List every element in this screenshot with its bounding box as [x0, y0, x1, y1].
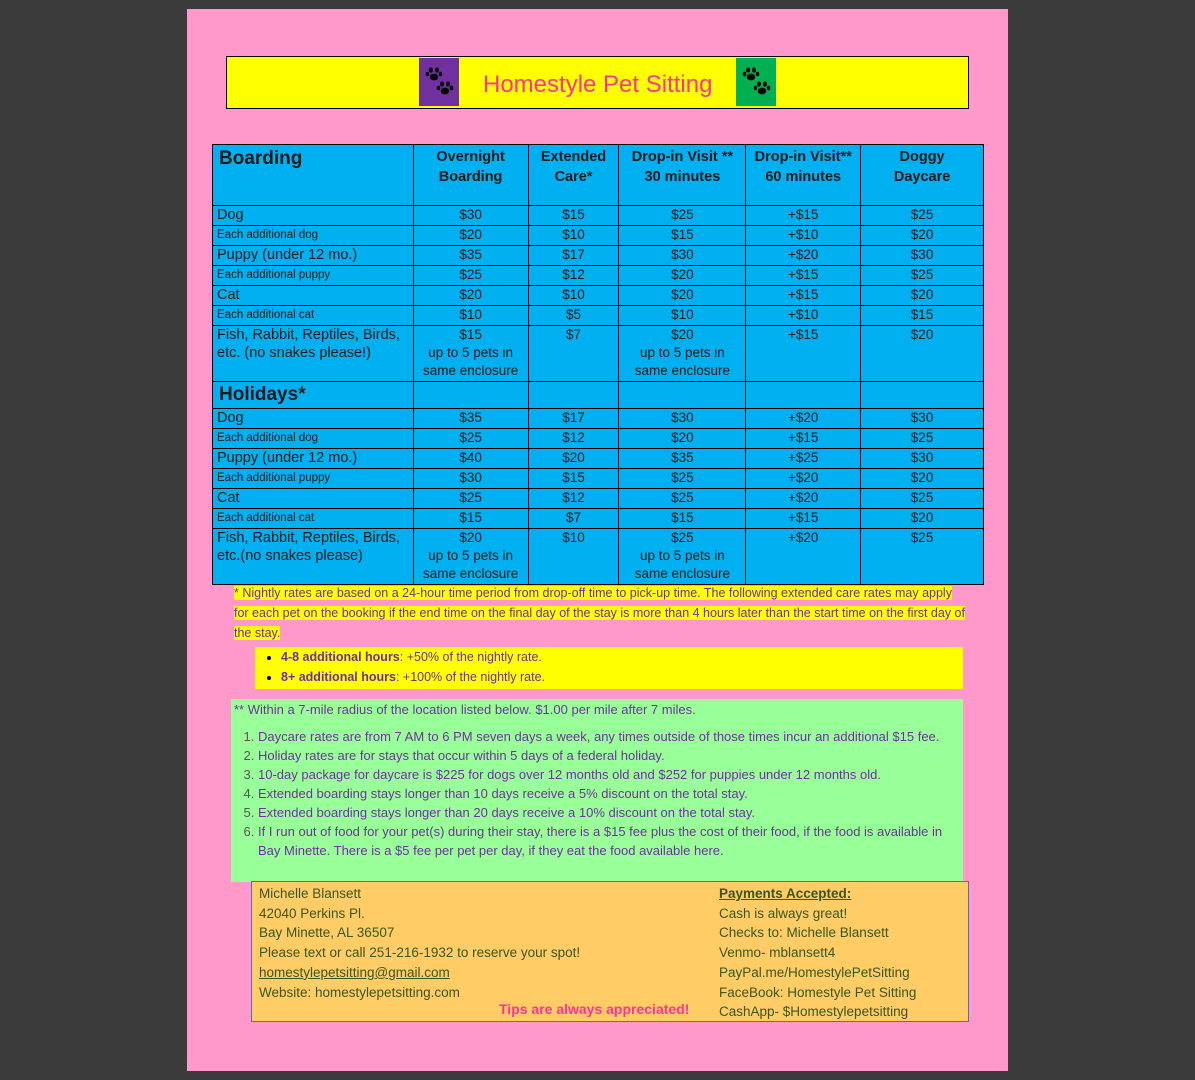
row-label: [213, 529, 414, 585]
list-item: 4. Extended boarding stays longer than 10 days receive a 5% discount on the total stay.: [258, 784, 958, 803]
column-header-line: Boarding: [438, 169, 503, 185]
policies-list: [231, 727, 958, 860]
row-label: Each additional puppy: [213, 469, 414, 489]
payments-info: [719, 884, 916, 1022]
column-header: [746, 145, 861, 206]
price-cell-line: +$20: [788, 530, 819, 545]
page-title: Homestyle Pet Sitting: [483, 71, 713, 98]
price-cell: +$15: [746, 206, 861, 226]
price-cell: +$10: [746, 226, 861, 246]
contact-name: Michelle Blansett: [259, 886, 362, 901]
price-cell-line: same enclosure: [634, 566, 731, 581]
row-label: Each additional cat: [213, 306, 414, 326]
price-cell: [413, 529, 528, 585]
contact-box: [251, 881, 969, 1022]
row-label-line: etc. (no snakes please!): [217, 345, 371, 361]
payments-heading: Payments Accepted:: [719, 886, 852, 901]
table-row: [213, 306, 984, 326]
price-cell-line: up to 5 pets in: [428, 345, 514, 360]
price-cell: $25: [861, 429, 984, 449]
table-row: [213, 469, 984, 489]
price-cell-line: $20: [910, 327, 934, 342]
price-cell: $35: [413, 409, 528, 429]
contact-phone: Please text or call 251-216-1932 to reserve your spot!: [259, 945, 581, 961]
column-header-line: Overnight: [436, 149, 505, 165]
price-cell: $25: [619, 206, 746, 226]
price-cell: $20: [861, 226, 984, 246]
table-row: [213, 429, 984, 449]
policies-box: [231, 699, 963, 882]
price-cell-line: same enclosure: [634, 363, 731, 378]
row-label: Dog: [213, 206, 414, 226]
price-cell: +$25: [746, 449, 861, 469]
price-cell: $15: [861, 306, 984, 326]
price-cell: [861, 326, 984, 382]
price-cell: $30: [861, 449, 984, 469]
column-header-line: 30 minutes: [644, 169, 721, 185]
list-item: 2. Holiday rates are for stays that occur within 5 days of a federal holiday.: [258, 746, 958, 765]
price-cell: $15: [528, 206, 619, 226]
column-header: [413, 145, 528, 206]
table-row: [213, 449, 984, 469]
list-item: [281, 667, 963, 687]
column-header-line: Daycare: [893, 169, 951, 185]
table-row: [213, 266, 984, 286]
column-header: [861, 145, 984, 206]
price-cell: $15: [528, 469, 619, 489]
row-label: Each additional dog: [213, 226, 414, 246]
row-label-line: Fish, Rabbit, Reptiles, Birds,: [217, 327, 400, 343]
email-link[interactable]: homestylepetsitting@gmail.com: [259, 964, 450, 980]
price-cell-line: $25: [671, 530, 694, 545]
list-item: 5. Extended boarding stays longer than 20 days receive a 10% discount on the total stay.: [258, 803, 958, 822]
price-cell: $7: [528, 509, 619, 529]
price-cell-line: $10: [562, 530, 585, 545]
price-cell: $35: [619, 449, 746, 469]
price-cell: $25: [861, 206, 984, 226]
price-cell: $35: [413, 246, 528, 266]
price-cell: $30: [619, 246, 746, 266]
extended-rate-hours: 8+ additional hours: [281, 670, 396, 684]
price-cell: $25: [861, 266, 984, 286]
column-header-line: Doggy: [899, 149, 945, 165]
table-row: [213, 246, 984, 266]
row-label: Cat: [213, 286, 414, 306]
title-banner: [226, 56, 969, 109]
price-cell: $25: [619, 469, 746, 489]
price-cell-line: same enclosure: [422, 363, 519, 378]
price-cell: +$15: [746, 286, 861, 306]
price-cell-line: up to 5 pets in: [639, 548, 725, 563]
paw-prints-icon: [736, 58, 776, 106]
price-cell: $30: [861, 246, 984, 266]
price-cell: [619, 529, 746, 585]
table-row: [213, 529, 984, 585]
empty-cell: [413, 382, 528, 409]
table-row: [213, 206, 984, 226]
column-header-line: Drop-in Visit**: [754, 149, 852, 165]
empty-cell: [861, 382, 984, 409]
price-cell: +$15: [746, 509, 861, 529]
row-label: Each additional cat: [213, 509, 414, 529]
paw-prints-icon: [419, 58, 459, 106]
section-row: [213, 382, 984, 409]
price-cell: [746, 529, 861, 585]
column-header-line: Care*: [554, 169, 593, 185]
contact-address-line2: Bay Minette, AL 36507: [259, 925, 395, 941]
price-cell: [528, 326, 619, 382]
extended-care-footnote: [234, 583, 966, 643]
table-row: [213, 226, 984, 246]
price-cell: $20: [619, 429, 746, 449]
price-cell: $17: [528, 246, 619, 266]
table-row: [213, 286, 984, 306]
price-cell: +$20: [746, 409, 861, 429]
price-cell: [413, 326, 528, 382]
empty-cell: [619, 382, 746, 409]
column-header-line: 60 minutes: [765, 169, 842, 185]
flyer-page: [187, 9, 1008, 1071]
price-cell: $10: [528, 286, 619, 306]
row-label: [213, 326, 414, 382]
payment-item: FaceBook: Homestyle Pet Sitting: [719, 984, 917, 1000]
extended-rate-hours: 4-8 additional hours: [281, 650, 400, 664]
empty-cell: [746, 382, 861, 409]
price-cell: $20: [528, 449, 619, 469]
extended-rate-text: : +100% of the nightly rate.: [395, 670, 546, 684]
price-cell-line: up to 5 pets in: [639, 345, 725, 360]
table-row: [213, 326, 984, 382]
price-cell: $17: [528, 409, 619, 429]
price-cell: $25: [413, 429, 528, 449]
extended-rates-list: [255, 647, 963, 689]
price-cell: [746, 326, 861, 382]
price-cell: $20: [861, 509, 984, 529]
table-header-row: [213, 145, 984, 206]
price-cell: $15: [413, 509, 528, 529]
row-label: Cat: [213, 489, 414, 509]
rates-table: [212, 144, 984, 585]
column-header-line: Extended: [540, 149, 607, 165]
section-heading-holidays: Holidays*: [213, 382, 414, 409]
table-row: [213, 489, 984, 509]
row-label: Each additional puppy: [213, 266, 414, 286]
price-cell: [528, 529, 619, 585]
price-cell: $12: [528, 489, 619, 509]
row-label: Puppy (under 12 mo.): [213, 246, 414, 266]
table-row: [213, 509, 984, 529]
price-cell-line: $15: [459, 327, 482, 342]
dropin-footnote: ** Within a 7-mile radius of the location listed below. $1.00 per mile after 7 miles.: [234, 702, 696, 717]
row-label: Puppy (under 12 mo.): [213, 449, 414, 469]
price-cell: $40: [413, 449, 528, 469]
price-cell: +$15: [746, 429, 861, 449]
row-label: Each additional dog: [213, 429, 414, 449]
price-cell: +$10: [746, 306, 861, 326]
price-cell: $10: [619, 306, 746, 326]
row-label-line: Fish, Rabbit, Reptiles, Birds,: [217, 530, 400, 546]
website-text: Website: homestylepetsitting.com: [259, 984, 460, 1000]
price-cell: $25: [619, 489, 746, 509]
price-cell: $10: [528, 226, 619, 246]
price-cell: $25: [413, 266, 528, 286]
price-cell: $5: [528, 306, 619, 326]
price-cell: $25: [861, 489, 984, 509]
payment-item: Checks to: Michelle Blansett: [719, 925, 889, 941]
payment-item: CashApp- $Homestylepetsitting: [719, 1004, 909, 1020]
price-cell: $12: [528, 266, 619, 286]
price-cell: $20: [861, 469, 984, 489]
payment-item: Cash is always great!: [719, 905, 848, 921]
row-label: Dog: [213, 409, 414, 429]
price-cell: $15: [619, 509, 746, 529]
table-row: [213, 409, 984, 429]
section-heading-boarding: Boarding: [213, 145, 414, 206]
empty-cell: [528, 382, 619, 409]
column-header: [619, 145, 746, 206]
tips-note: Tips are always appreciated!: [499, 1001, 690, 1017]
payment-item: Venmo- mblansett4: [719, 945, 836, 961]
price-cell-line: $7: [566, 327, 582, 342]
price-cell: $20: [413, 286, 528, 306]
price-cell-line: $20: [671, 327, 694, 342]
list-item: 1. Daycare rates are from 7 AM to 6 PM seven days a week, any times outside of those times incur an additional $15 fee.: [258, 727, 958, 746]
price-cell-line: $25: [910, 530, 934, 545]
price-cell-line: $20: [459, 530, 482, 545]
price-cell: $20: [619, 286, 746, 306]
price-cell: +$20: [746, 469, 861, 489]
extended-rate-text: : +50% of the nightly rate.: [399, 650, 542, 664]
price-cell: $10: [413, 306, 528, 326]
price-cell: [861, 529, 984, 585]
list-item: 3. 10-day package for daycare is $225 for dogs over 12 months old and $252 for puppies under 12 months old.: [258, 765, 958, 784]
price-cell: $15: [619, 226, 746, 246]
row-label-line: etc.(no snakes please): [217, 548, 363, 564]
price-cell: $25: [413, 489, 528, 509]
extended-care-text: * Nightly rates are based on a 24-hour time period from drop-off time to pick-up time. The following extended care rates may apply for each pet on the booking if the end time on the final day of the stay is more than 4 hours later than the start time on the first day of the stay.: [234, 586, 965, 640]
price-cell: $30: [861, 409, 984, 429]
price-cell-line: same enclosure: [422, 566, 519, 581]
price-cell-line: up to 5 pets in: [428, 548, 514, 563]
price-cell: $30: [413, 469, 528, 489]
price-cell: $20: [619, 266, 746, 286]
price-cell: +$20: [746, 489, 861, 509]
price-cell: [619, 326, 746, 382]
contact-info: [259, 884, 580, 1002]
list-item: [281, 647, 963, 667]
price-cell: $30: [413, 206, 528, 226]
column-header-line: Drop-in Visit **: [631, 149, 734, 165]
price-cell: $20: [861, 286, 984, 306]
price-cell: $30: [619, 409, 746, 429]
price-cell: $20: [413, 226, 528, 246]
payment-item: PayPal.me/HomestylePetSitting: [719, 964, 910, 980]
price-cell-line: +$15: [788, 327, 819, 342]
price-cell: +$20: [746, 246, 861, 266]
contact-address-line1: 42040 Perkins Pl.: [259, 905, 365, 921]
price-cell: +$15: [746, 266, 861, 286]
list-item: 6. If I run out of food for your pet(s) during their stay, there is a $15 fee plus the cost of their food, if the food is available in Bay Minette. There is a $5 fee per pet per day, if they eat the food available here.: [258, 822, 958, 860]
column-header: [528, 145, 619, 206]
price-cell: $12: [528, 429, 619, 449]
